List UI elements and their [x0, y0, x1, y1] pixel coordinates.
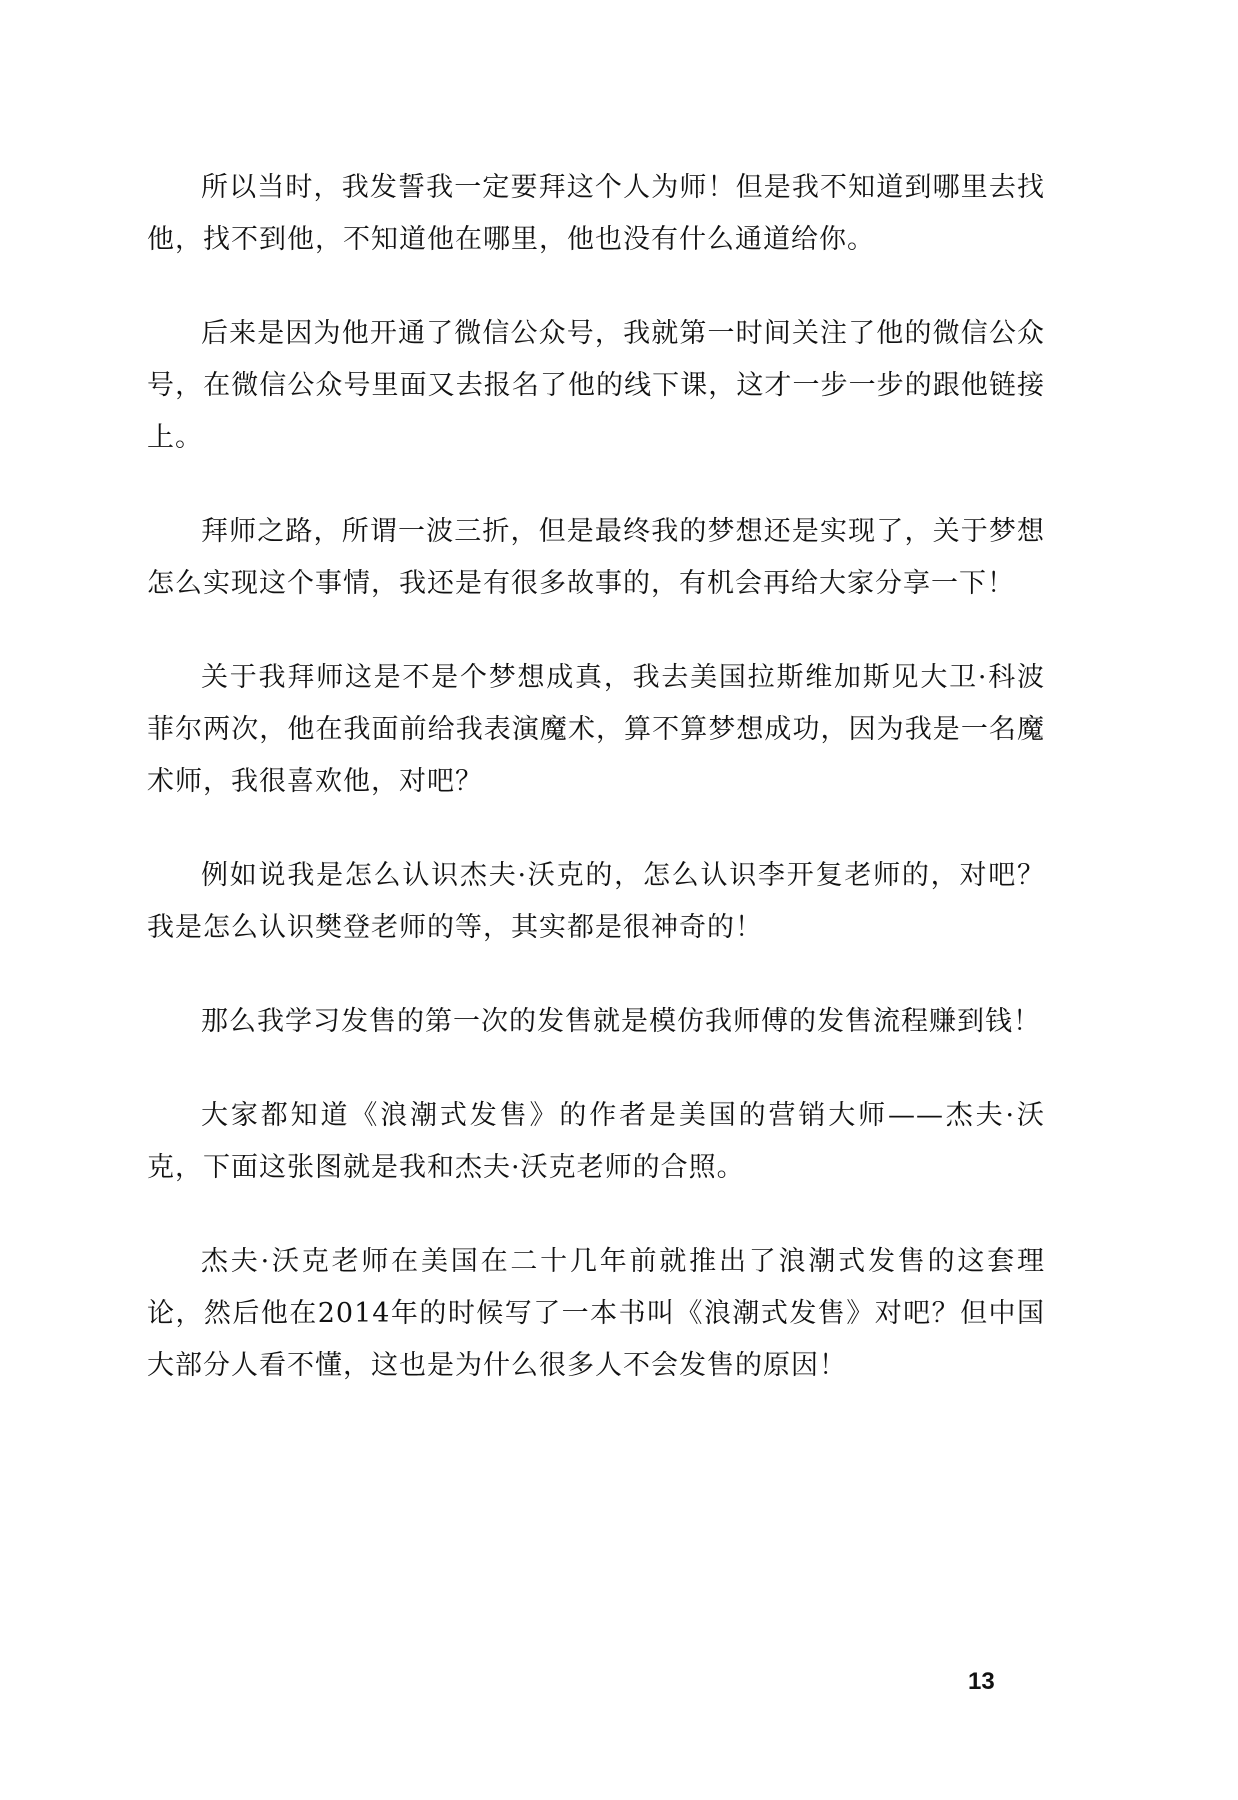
paragraph-3: 拜师之路，所谓一波三折，但是最终我的梦想还是实现了，关于梦想怎么实现这个事情，我还是有很多故事的，有机会再给大家分享一下！	[147, 516, 1045, 599]
paragraph-8: 杰夫·沃克老师在美国在二十几年前就推出了浪潮式发售的这套理论，然后他在2014年的时候写了一本书叫《浪潮式发售》对吧？但中国大部分人看不懂，这也是为什么很多人不会发售的原因！	[147, 1246, 1045, 1381]
page-number: 13	[968, 1668, 995, 1695]
paragraph-4: 关于我拜师这是不是个梦想成真，我去美国拉斯维加斯见大卫·科波菲尔两次，他在我面前给我表演魔术，算不算梦想成功，因为我是一名魔术师，我很喜欢他，对吧？	[147, 662, 1045, 797]
paragraph-6: 那么我学习发售的第一次的发售就是模仿我师傅的发售流程赚到钱！	[201, 1006, 1041, 1037]
paragraph-7: 大家都知道《浪潮式发售》的作者是美国的营销大师——杰夫·沃克，下面这张图就是我和杰夫·沃克老师的合照。	[147, 1100, 1045, 1183]
page-body	[147, 162, 1045, 1434]
paragraph-2: 后来是因为他开通了微信公众号，我就第一时间关注了他的微信公众号，在微信公众号里面又去报名了他的线下课，这才一步一步的跟他链接上。	[147, 318, 1045, 453]
paragraph-5: 例如说我是怎么认识杰夫·沃克的，怎么认识李开复老师的，对吧？我是怎么认识樊登老师的等，其实都是很神奇的！	[147, 860, 1045, 943]
paragraph-1: 所以当时，我发誓我一定要拜这个人为师！但是我不知道到哪里去找他，找不到他，不知道他在哪里，他也没有什么通道给你。	[147, 172, 1045, 255]
